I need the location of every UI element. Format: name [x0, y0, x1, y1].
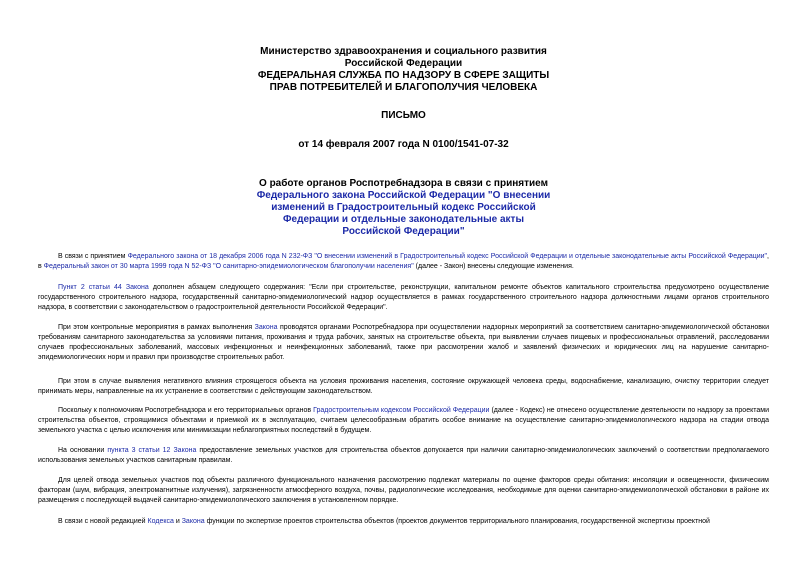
- paragraph-text: предоставление земельных участков для строительства объектов допускается при наличии санитарно-эпидемиологических заключений о соответствии предполагаемого использования земельных участков санитарным правилам.: [38, 447, 769, 464]
- title-line: Российской Федерации": [342, 226, 465, 237]
- paragraph-text: , в: [38, 253, 769, 270]
- paragraph-text: На основании: [58, 447, 108, 454]
- paragraph-authority-scope: [38, 406, 769, 436]
- issuing-authority: [0, 46, 807, 94]
- paragraph-text: Для целей отвода земельных участков под объекты различного функционального назначения рассмотрению подлежат материалы по оценке факторов среды обитания: инсоляции и освещенности, физическим факторам (шум, вибрация, электромагнитные излучения), загрязненности атмосферного воздуха, почвы, радиологические исследования, необходимые для оценки санитарно-эпидемиологической обстановки в районе их размещения с последующей выдачей санитарно-эпидемиологического заключения в установленном порядке.: [38, 477, 769, 504]
- paragraph-text: (далее - Кодекс) не отнесено осуществление деятельности по надзору за проектами строительства объектов, строящимися объектами и приемкой их в эксплуатацию, считаем целесообразным обратить особое внимание на осуществление санитарно-эпидемиологического надзора на стадии отвода земельного участка с целью исключения или минимизации неблагоприятных последствий в будущем.: [38, 407, 769, 434]
- document-type: ПИСЬМО: [381, 110, 426, 121]
- title-line: изменений в Градостроительный кодекс Российской: [271, 202, 536, 213]
- paragraph-land-allotment: [38, 446, 769, 466]
- paragraph-amendment: [38, 283, 769, 313]
- title-line: Федерального закона Российской Федерации "О внесении: [256, 190, 551, 201]
- code-link[interactable]: Кодекса: [147, 518, 174, 525]
- paragraph-control-measures: [38, 323, 769, 363]
- paragraph-text: Поскольку к полномочиям Роспотребнадзора и его территориальных органов: [58, 407, 314, 414]
- paragraph-text: и: [173, 518, 182, 525]
- authority-line: Российской Федерации: [344, 58, 463, 69]
- article-12-link[interactable]: пункта 3 статьи 12 Закона: [107, 447, 197, 454]
- paragraph-text: функции по экспертизе проектов строительства объектов (проектов документов территориального планирования, государственной экспертизы проектной: [204, 518, 710, 525]
- paragraph-text: (далее - Закон) внесены следующие изменения.: [413, 262, 574, 270]
- law-232-fz-link[interactable]: Федерального закона от 18 декабря 2006 года N 232-ФЗ "О внесении изменений в Градостроительный кодекс Российской Федерации и отдельные законодательные акты Российской Федерации": [127, 253, 768, 260]
- paragraph-intro: [38, 252, 769, 272]
- urban-planning-code-link[interactable]: Градостроительным кодексом Российской Федерации: [313, 407, 490, 414]
- law-link[interactable]: Закона: [254, 324, 278, 331]
- law-link[interactable]: Закона: [181, 518, 205, 525]
- paragraph-text: дополнен абзацем следующего содержания: "Если при строительстве, реконструкции, капитальном ремонте объектов капитального строительства предусмотрено осуществление государственного строительного надзора, государственный санитарно-эпидемиологический надзор осуществляется в рамках государственного строительного надзора должностными лицами органов строительного надзора, в соответствии с законодательством о градостроительной деятельности Российской Федерации".: [38, 284, 770, 311]
- article-44-link[interactable]: Пункт 2 статьи 44 Закона: [58, 284, 149, 291]
- paragraph-text: При этом контрольные мероприятия в рамках выполнения: [58, 324, 255, 331]
- authority-line: Министерство здравоохранения и социального развития: [260, 46, 547, 57]
- paragraph-expertise: [38, 517, 769, 527]
- paragraph-negative-impact: [38, 377, 769, 397]
- paragraph-text: проводятся органами Роспотребнадзора при осуществлении надзорных мероприятий за соответствием санитарно-эпидемиологической обстановки требованиям санитарного законодательства за условиями питания, проживания и труда рабочих, занятых на строительстве объекта, при выявлении случаев пищевых и профессиональных отравлений, расследовании случаев профессиональных заболеваний, массовых инфекционных и неинфекционных заболеваний, также при рассмотрении жалоб и заявлений физических и юридических лиц на нарушение санитарно-эпидемиологических норм и правил при производстве строительных работ.: [38, 324, 769, 361]
- authority-line: ФЕДЕРАЛЬНАЯ СЛУЖБА ПО НАДЗОРУ В СФЕРЕ ЗАЩИТЫ: [257, 70, 550, 81]
- authority-line: ПРАВ ПОТРЕБИТЕЛЕЙ И БЛАГОПОЛУЧИЯ ЧЕЛОВЕКА: [269, 82, 538, 93]
- law-52-fz-link[interactable]: Федеральный закон от 30 марта 1999 года N 52-ФЗ "О санитарно-эпидемиологическом благополучии населения": [43, 262, 414, 270]
- title-line: О работе органов Роспотребнадзора в связи с принятием: [259, 178, 548, 189]
- document-date-number: от 14 февраля 2007 года N 0100/1541-07-32: [298, 139, 509, 150]
- document-title: [0, 178, 807, 238]
- paragraph-environment-factors: [38, 476, 769, 506]
- paragraph-text: В связи с новой редакцией: [58, 518, 148, 525]
- paragraph-text: При этом в случае выявления негативного влияния строящегося объекта на условия проживания населения, состояние окружающей человека среды, водоснабжение, канализацию, очистку территории следует принимать меры, направленные на их устранение в соответствии с действующим законодательством.: [38, 378, 769, 395]
- title-line: Федерации и отдельные законодательные акты: [283, 214, 524, 225]
- paragraph-text: В связи с принятием: [58, 253, 128, 260]
